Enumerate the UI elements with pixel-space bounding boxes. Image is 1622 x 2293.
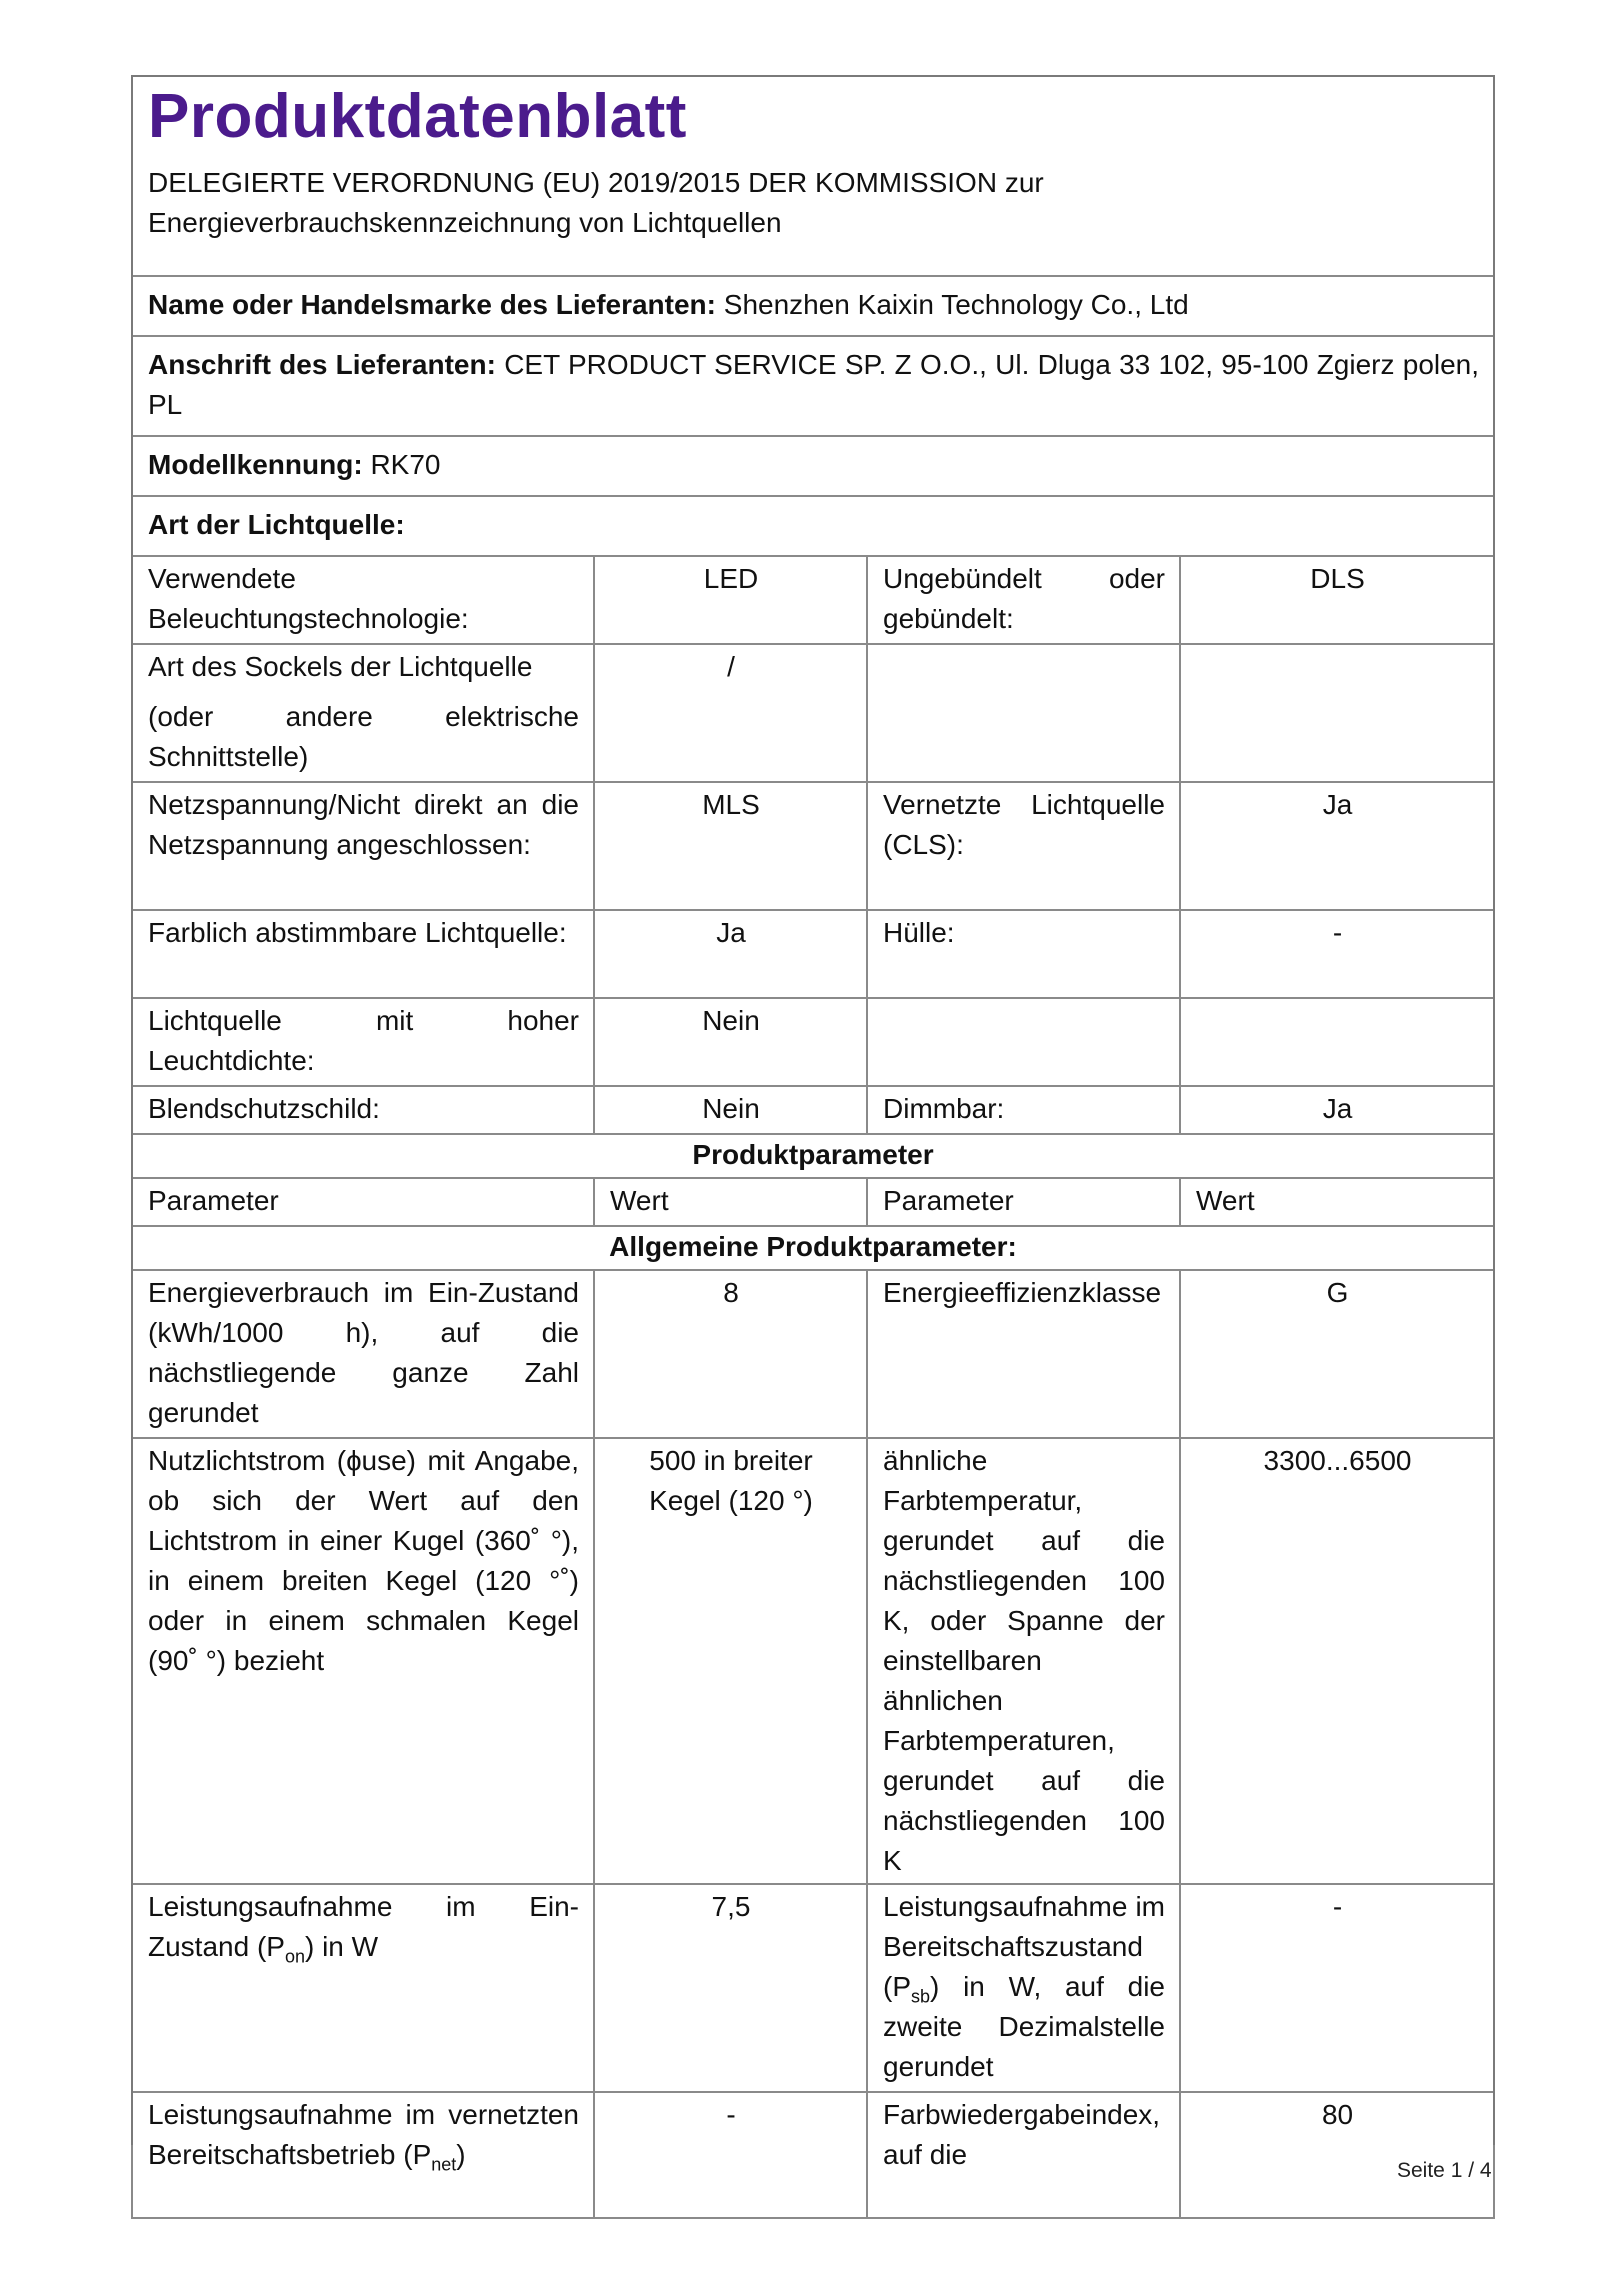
light-source-type-label: Art der Lichtquelle: — [148, 509, 405, 540]
param-cell: Art des Sockels der Lichtquelle (oder andere elektrische Schnittstelle) — [132, 644, 594, 782]
value-cell: 500 in breiter Kegel (120 °) — [594, 1438, 867, 1884]
supplier-address-value: CET PRODUCT SERVICE SP. Z O.O., Ul. Dluga 33 102, 95-100 Zgierz polen, PL — [148, 349, 1480, 420]
param-cell: Hülle: — [867, 910, 1180, 998]
page-number: Seite 1 / 4 — [1397, 2159, 1492, 2182]
param-cell: Lichtquelle mit hoher Leuchtdichte: — [132, 998, 594, 1086]
column-header: Wert — [1180, 1178, 1494, 1226]
param-cell: Verwendete Beleuchtungstechnologie: — [132, 556, 594, 644]
param-cell: Blendschutzschild: — [132, 1086, 594, 1134]
param-cell: Energieverbrauch im Ein-Zustand (kWh/1000 h), auf die nächstliegende ganze Zahl gerundet — [132, 1270, 594, 1438]
supplier-address-label: Anschrift des Lieferanten: — [148, 349, 496, 380]
section-title-product-params: Produktparameter — [132, 1134, 1494, 1178]
section-title-general-params: Allgemeine Produktparameter: — [132, 1226, 1494, 1270]
supplier-name-label: Name oder Handelsmarke des Lieferanten: — [148, 289, 716, 320]
value-cell: G — [1180, 1270, 1494, 1438]
value-cell: 7,5 — [594, 1884, 867, 2092]
supplier-name-value: Shenzhen Kaixin Technology Co., Ltd — [723, 289, 1189, 320]
document-subtitle: DELEGIERTE VERORDNUNG (EU) 2019/2015 DER KOMMISSION zur Energieverbrauchskennzeichnung von Lichtquellen — [148, 167, 1044, 238]
value-cell: DLS — [1180, 556, 1494, 644]
value-cell: / — [594, 644, 867, 782]
page-frame — [131, 75, 1495, 2145]
model-value: RK70 — [370, 449, 441, 480]
param-cell: Leistungsaufnahme im Bereitschaftszustand $(P_{sb})$ in W, auf die zweite Dezimalstelle gerundet — [867, 1884, 1180, 2092]
model-label: Modellkennung: — [148, 449, 363, 480]
value-cell: 80 — [1180, 2092, 1494, 2218]
value-cell: 3300...6500 — [1180, 1438, 1494, 1884]
param-cell: Ungebündelt oder gebündelt: — [867, 556, 1180, 644]
param-cell: Leistungsaufnahme im vernetzten Bereitschaftsbetrieb $(P_{net})$ — [132, 2092, 594, 2218]
column-header: Parameter — [867, 1178, 1180, 1226]
value-cell: - — [594, 2092, 867, 2218]
value-cell: LED — [594, 556, 867, 644]
value-cell: Nein — [594, 998, 867, 1086]
column-header: Wert — [594, 1178, 867, 1226]
value-cell: - — [1180, 1884, 1494, 2092]
param-cell: ähnliche Farbtemperatur, gerundet auf die nächstliegenden 100 K, oder Spanne der einstellbaren ähnlichen Farbtemperaturen, gerundet auf die nächstliegenden 100 K — [867, 1438, 1180, 1884]
value-cell: Ja — [1180, 1086, 1494, 1134]
param-cell: Nutzlichtstrom (ɸuse) mit Angabe, ob sich der Wert auf den Lichtstrom in einer Kugel (360˚ °), in einem breiten Kegel (120 °˚) oder in einem schmalen Kegel (90˚ °) bezieht — [132, 1438, 594, 1884]
value-cell: - — [1180, 910, 1494, 998]
document-title: Produktdatenblatt — [148, 82, 687, 151]
param-cell: Leistungsaufnahme im Ein-Zustand $(P_{on})$ in W — [132, 1884, 594, 2092]
value-cell: 8 — [594, 1270, 867, 1438]
param-cell: Energieeffizienzklasse — [867, 1270, 1180, 1438]
param-cell: Dimmbar: — [867, 1086, 1180, 1134]
column-header: Parameter — [132, 1178, 594, 1226]
value-cell: MLS — [594, 782, 867, 910]
param-cell: Farblich abstimmbare Lichtquelle: — [132, 910, 594, 998]
param-cell: Netzspannung/Nicht direkt an die Netzspannung angeschlossen: — [132, 782, 594, 910]
value-cell: Nein — [594, 1086, 867, 1134]
param-cell: Farbwiedergabeindex, auf die — [867, 2092, 1180, 2218]
param-cell: Vernetzte Lichtquelle (CLS): — [867, 782, 1180, 910]
value-cell: Ja — [594, 910, 867, 998]
value-cell: Ja — [1180, 782, 1494, 910]
